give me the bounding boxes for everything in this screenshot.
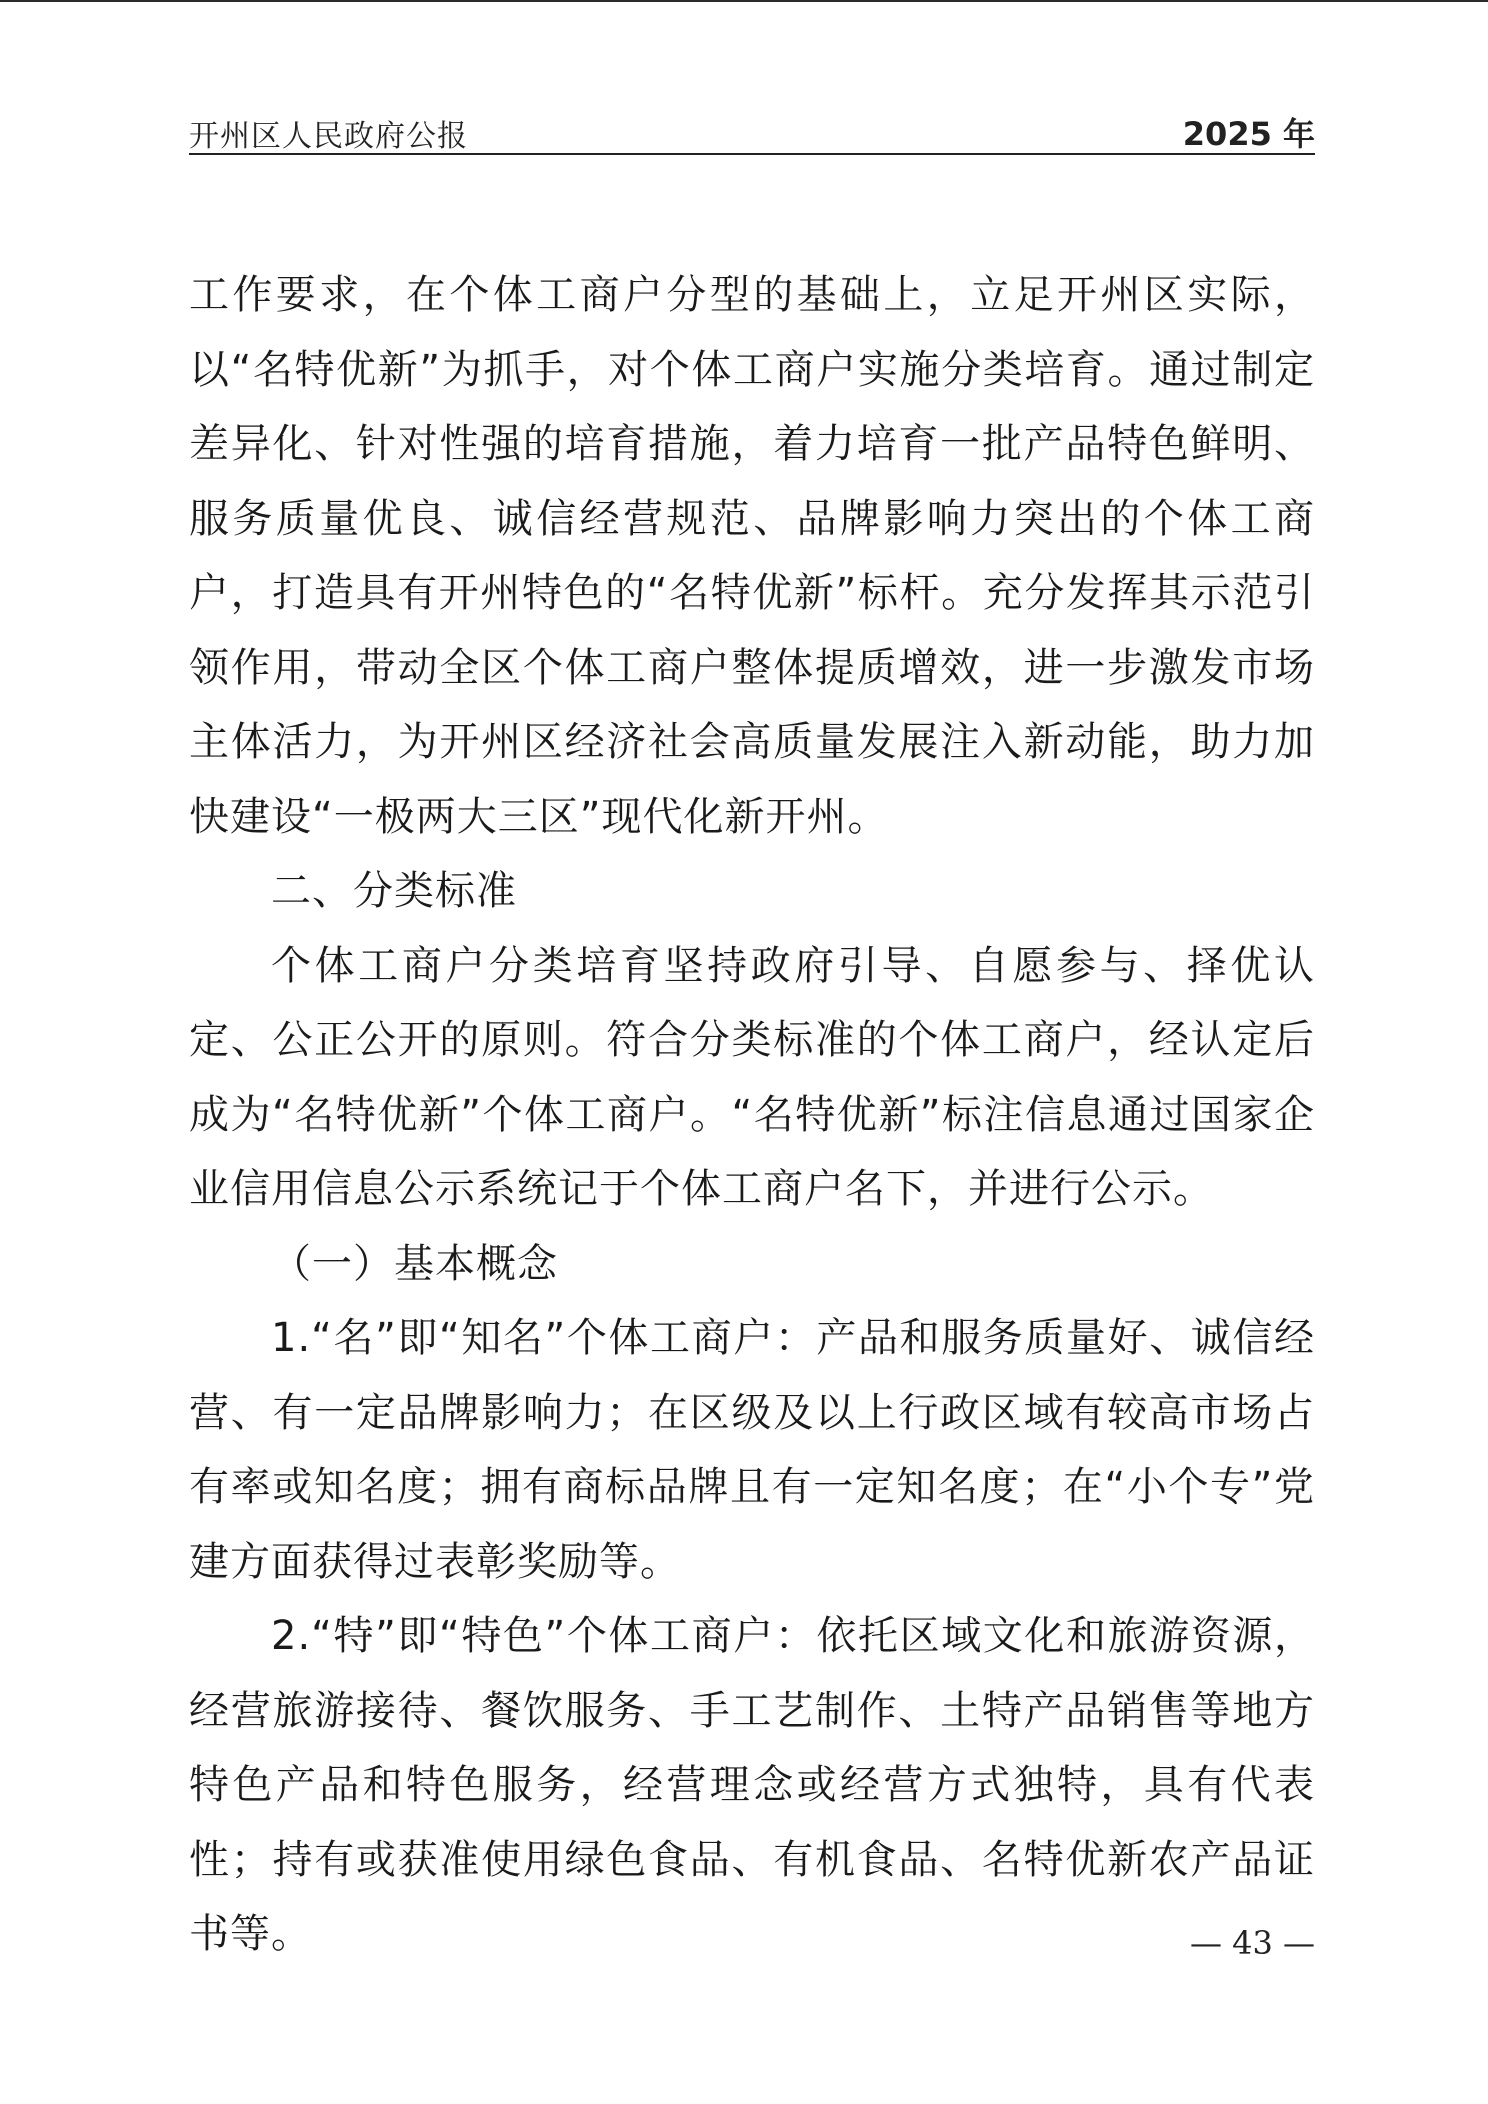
page-top-edge bbox=[0, 0, 1488, 2]
bulletin-year: 2025 年 bbox=[1182, 115, 1315, 153]
page-number: — 43 — bbox=[1189, 1924, 1315, 1962]
section-heading-classification-standard: 二、分类标准 bbox=[271, 868, 517, 914]
paragraph-item-ming: 1.“名”即“知名”个体工商户：产品和服务质量好、诚信经营、有一定品牌影响力；在区级及以上行政区域有较高市场占有率或知名度；拥有商标品牌且有一定知名度；在“小个专”党建方面获得过表彰奖励等。 bbox=[189, 1315, 1315, 1585]
subsection-heading-basic-concepts: （一）基本概念 bbox=[271, 1240, 558, 1287]
body-text bbox=[189, 258, 1315, 1972]
page-header bbox=[189, 105, 1315, 155]
paragraph-classification-principle: 个体工商户分类培育坚持政府引导、自愿参与、择优认定、公正公开的原则。符合分类标准的个体工商户，经认定后成为“名特优新”个体工商户。“名特优新”标注信息通过国家企业信用信息公示系统记于个体工商户名下，并进行公示。 bbox=[189, 942, 1315, 1212]
paragraph-intro-continued: 工作要求，在个体工商户分型的基础上，立足开州区实际，以“名特优新”为抓手，对个体工商户实施分类培育。通过制定差异化、针对性强的培育措施，着力培育一批产品特色鲜明、服务质量优良、诚信经营规范、品牌影响力突出的个体工商户，打造具有开州特色的“名特优新”标杆。充分发挥其示范引领作用，带动全区个体工商户整体提质增效，进一步激发市场主体活力，为开州区经济社会高质量发展注入新动能，助力加快建设“一极两大三区”现代化新开州。 bbox=[189, 272, 1315, 840]
bulletin-title: 开州区人民政府公报 bbox=[189, 119, 468, 154]
paragraph-item-te: 2.“特”即“特色”个体工商户：依托区域文化和旅游资源，经营旅游接待、餐饮服务、手工艺制作、土特产品销售等地方特色产品和特色服务，经营理念或经营方式独特，具有代表性；持有或获准使用绿色食品、有机食品、名特优新农产品证书等。 bbox=[189, 1613, 1315, 1957]
